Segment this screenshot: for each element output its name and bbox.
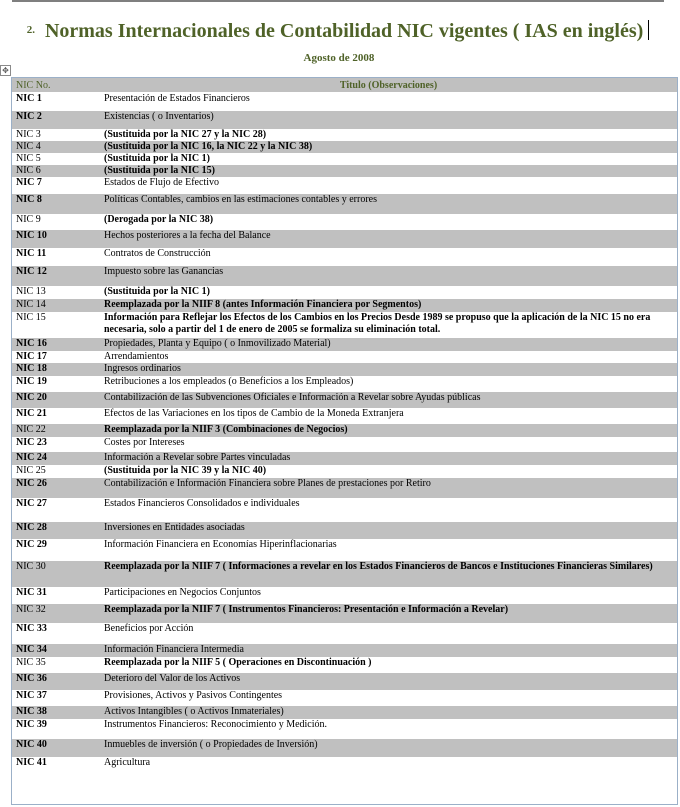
nic-number-cell: NIC 9 — [16, 213, 41, 225]
nic-number-cell: NIC 34 — [12, 644, 100, 657]
nic-title-cell: Ingresos ordinarios — [100, 363, 677, 376]
table-row — [12, 757, 677, 775]
nic-number-cell: NIC 25 — [16, 464, 46, 476]
table-row — [12, 478, 677, 498]
nic-title-cell: (Sustituida por la NIC 1) — [104, 152, 210, 164]
table-row — [12, 214, 677, 230]
table-row — [12, 376, 677, 392]
heading-title: Normas Internacionales de Contabilidad NIC vigentes ( IAS en inglés) — [44, 20, 644, 42]
nic-title-cell: Reemplazada por la NIIF 3 (Combinaciones de Negocios) — [100, 424, 677, 437]
table-row — [12, 539, 677, 561]
heading-date: Agosto de 2008 — [303, 52, 375, 64]
table-row — [12, 739, 677, 757]
nic-number-cell: NIC 39 — [16, 718, 47, 730]
nic-title-cell: Estados de Flujo de Efectivo — [104, 176, 219, 188]
nic-number-cell: NIC 23 — [16, 436, 47, 448]
nic-title-cell: Hechos posteriores a la fecha del Balance — [100, 230, 677, 248]
nic-title-cell: Beneficios por Acción — [104, 622, 194, 634]
nic-title-cell: (Sustituida por la NIC 39 y la NIC 40) — [104, 464, 267, 476]
nic-title-cell: Reemplazada por la NIIF 7 ( Informaciones a revelar en los Estados Financieros de Bancos e Instituciones Financieras Similares) — [100, 561, 677, 587]
nic-number-cell: NIC 12 — [12, 266, 100, 286]
text-cursor — [648, 20, 649, 40]
table-row — [12, 719, 677, 739]
table-row — [12, 465, 677, 478]
nic-number-cell: NIC 21 — [16, 407, 47, 419]
nic-title-cell: Reemplazada por la NIIF 8 (antes Información Financiera por Segmentos) — [100, 299, 677, 312]
nic-title-cell: Inversiones en Entidades asociadas — [100, 522, 677, 539]
nic-title-cell: Instrumentos Financieros: Reconocimiento y Medición. — [104, 718, 328, 730]
nic-number-cell: NIC 37 — [16, 689, 47, 701]
nic-title-cell: Arrendamientos — [104, 350, 169, 362]
table-row — [12, 452, 677, 465]
heading-number: 2. — [26, 24, 35, 36]
table-row — [12, 604, 677, 623]
nic-title-cell: Políticas Contables, cambios en las estimaciones contables y errores — [100, 194, 677, 214]
table-row — [12, 194, 677, 214]
nic-number-cell: NIC 6 — [12, 165, 100, 177]
nic-number-cell: NIC 7 — [16, 176, 42, 188]
table-row — [12, 177, 677, 194]
table-row — [12, 706, 677, 719]
table-row — [12, 248, 677, 266]
nic-title-cell: (Sustituida por la NIC 15) — [100, 165, 677, 177]
nic-number-cell: NIC 28 — [12, 522, 100, 539]
table-row — [12, 111, 677, 129]
nic-number-cell: NIC 2 — [12, 111, 100, 129]
nic-title-cell: Información Financiera en Economías Hiperinflacionarias — [104, 538, 337, 550]
table-row — [12, 299, 677, 312]
nic-number-cell: NIC 30 — [12, 561, 100, 587]
table-row — [12, 338, 677, 351]
table-row — [12, 408, 677, 424]
column-header-num: NIC No. — [12, 78, 100, 93]
nic-number-cell: NIC 24 — [12, 452, 100, 465]
nic-title-cell: Provisiones, Activos y Pasivos Contingentes — [104, 689, 283, 701]
nic-number-cell: NIC 18 — [12, 363, 100, 376]
table-row — [12, 587, 677, 604]
nic-number-cell: NIC 17 — [16, 350, 47, 362]
nic-title-cell: (Sustituida por la NIC 27 y la NIC 28) — [104, 128, 267, 140]
nic-title-cell: Existencias ( o Inventarios) — [100, 111, 677, 129]
nic-title-cell: Agricultura — [104, 756, 151, 768]
table-row — [12, 93, 677, 111]
nic-number-cell: NIC 13 — [16, 285, 46, 297]
table-header-row — [12, 78, 677, 93]
nic-title-cell: Reemplazada por la NIIF 5 ( Operaciones en Discontinuación ) — [104, 656, 372, 668]
table-row — [12, 623, 677, 644]
nic-number-cell: NIC 38 — [12, 706, 100, 719]
table-row — [12, 230, 677, 248]
nic-title-cell: Costes por Intereses — [104, 436, 185, 448]
column-header-title: Titulo (Observaciones) — [100, 78, 677, 93]
table-row — [12, 522, 677, 539]
nic-title-cell: Reemplazada por la NIIF 7 ( Instrumentos Financieros: Presentación e Información a Revelar) — [100, 604, 677, 623]
nic-title-cell: Estados Financieros Consolidados e individuales — [104, 497, 300, 509]
table-row — [12, 141, 677, 153]
nic-number-cell: NIC 40 — [12, 739, 100, 757]
nic-title-cell: Deterioro del Valor de los Activos — [100, 673, 677, 690]
nic-title-cell: Información a Revelar sobre Partes vinculadas — [100, 452, 677, 465]
table-row — [12, 561, 677, 587]
nic-title-cell: Información para Reflejar los Efectos de los Cambios en los Precios Desde 1989 se propuso que la aplicación de la NIC 15 no era necesaria, solo a partir del 1 de enero de 2005 se formaliza su eliminación total. — [104, 311, 651, 335]
table-row — [12, 644, 677, 657]
table-row — [12, 165, 677, 177]
table-row — [12, 657, 677, 673]
nic-number-cell: NIC 36 — [12, 673, 100, 690]
nic-title-cell: Presentación de Estados Financieros — [104, 93, 250, 104]
nic-title-cell: Participaciones en Negocios Conjuntos — [104, 586, 261, 598]
nic-title-cell: Información Financiera Intermedia — [100, 644, 677, 657]
nic-title-cell: Retribuciones a los empleados (o Beneficios a los Empleados) — [104, 375, 354, 387]
table-row — [12, 266, 677, 286]
nic-title-cell: Activos Intangibles ( o Activos Inmateriales) — [100, 706, 677, 719]
nic-number-cell: NIC 11 — [16, 247, 47, 259]
table-row — [12, 351, 677, 363]
nic-number-cell: NIC 33 — [16, 622, 47, 634]
nic-number-cell: NIC 22 — [12, 424, 100, 437]
table-row — [12, 312, 677, 338]
nic-title-cell: (Derogada por la NIC 38) — [104, 213, 214, 225]
nic-number-cell: NIC 32 — [12, 604, 100, 623]
nic-number-cell: NIC 10 — [12, 230, 100, 248]
nic-table — [12, 78, 677, 775]
nic-title-cell: Efectos de las Variaciones en los tipos de Cambio de la Moneda Extranjera — [104, 407, 404, 419]
nic-number-cell: NIC 3 — [16, 128, 41, 140]
nic-number-cell: NIC 1 — [16, 93, 42, 104]
table-row — [12, 673, 677, 690]
table-row — [12, 498, 677, 522]
nic-number-cell: NIC 14 — [12, 299, 100, 312]
nic-number-cell: NIC 16 — [12, 338, 100, 351]
table-row — [12, 286, 677, 299]
nic-number-cell: NIC 4 — [12, 141, 100, 153]
nic-title-cell: (Sustituida por la NIC 16, la NIC 22 y la NIC 38) — [100, 141, 677, 153]
nic-title-cell: Contabilización e Información Financiera sobre Planes de prestaciones por Retiro — [100, 478, 677, 498]
table-row — [12, 437, 677, 452]
nic-title-cell: Inmuebles de inversión ( o Propiedades de Inversión) — [100, 739, 677, 757]
nic-number-cell: NIC 15 — [16, 311, 46, 323]
table-row — [12, 153, 677, 165]
nic-title-cell: (Sustituida por la NIC 1) — [104, 285, 210, 297]
nic-number-cell: NIC 19 — [16, 375, 47, 387]
nic-number-cell: NIC 29 — [16, 538, 47, 550]
nic-number-cell: NIC 41 — [16, 756, 47, 768]
table-row — [12, 363, 677, 376]
nic-title-cell: Propiedades, Planta y Equipo ( o Inmovilizado Material) — [100, 338, 677, 351]
table-row — [12, 424, 677, 437]
top-rule — [12, 0, 664, 2]
nic-title-cell: Contabilización de las Subvenciones Oficiales e Información a Revelar sobre Ayudas públicas — [100, 392, 677, 408]
nic-number-cell: NIC 35 — [16, 656, 46, 668]
table-row — [12, 129, 677, 141]
nic-number-cell: NIC 26 — [12, 478, 100, 498]
nic-title-cell: Contratos de Construcción — [104, 247, 211, 259]
nic-number-cell: NIC 31 — [16, 586, 47, 598]
page-heading — [14, 18, 664, 70]
nic-number-cell: NIC 27 — [16, 497, 47, 509]
nic-number-cell: NIC 5 — [16, 152, 41, 164]
table-move-handle-icon[interactable]: ✥ — [0, 65, 11, 76]
nic-title-cell: Impuesto sobre las Ganancias — [100, 266, 677, 286]
table-row — [12, 392, 677, 408]
nic-number-cell: NIC 8 — [12, 194, 100, 214]
nic-number-cell: NIC 20 — [12, 392, 100, 408]
table-row — [12, 690, 677, 706]
